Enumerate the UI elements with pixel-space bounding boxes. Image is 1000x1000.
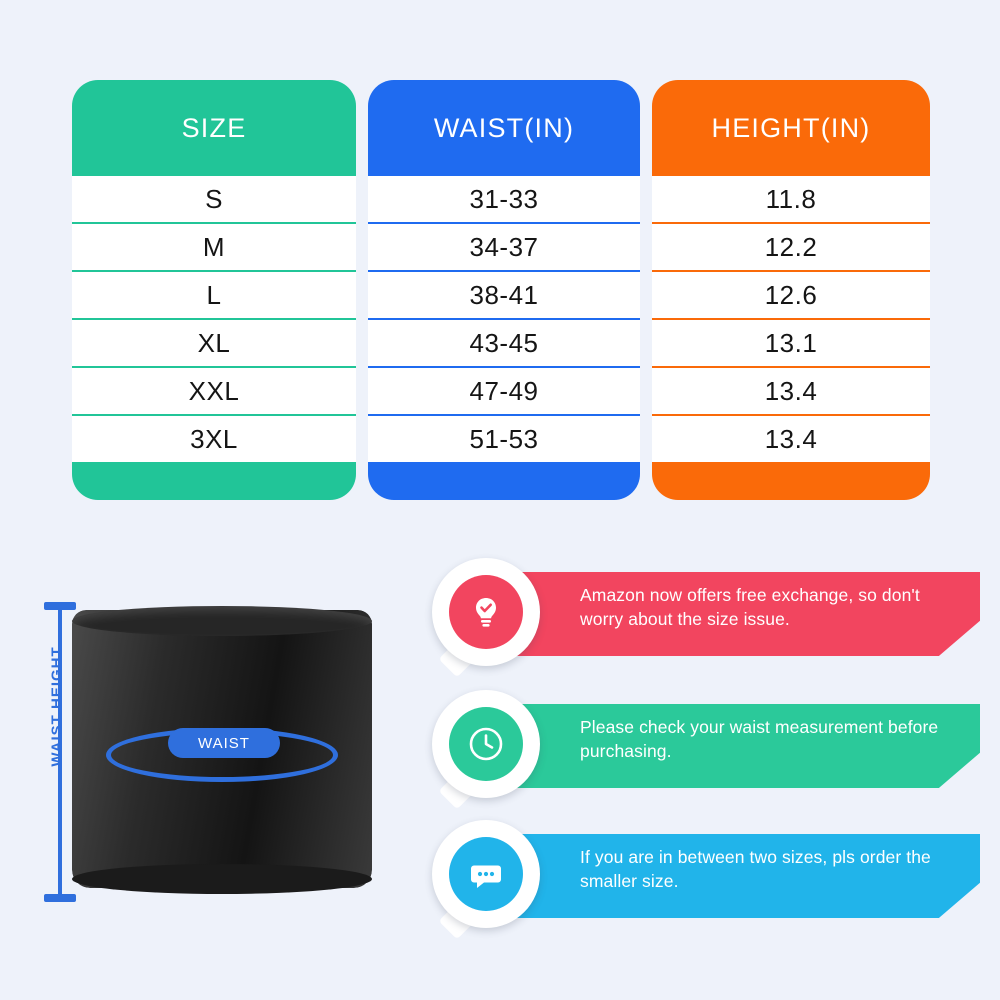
product-illustration	[20, 560, 420, 960]
column-body-height	[652, 176, 930, 500]
table-cell: 47-49	[368, 368, 640, 414]
note-text: Amazon now offers free exchange, so don't worry about the size issue.	[580, 585, 920, 629]
table-cell: 38-41	[368, 272, 640, 318]
notes-list	[432, 552, 980, 964]
waist-trainer-belt-image	[72, 610, 372, 888]
table-cell: XL	[72, 320, 356, 366]
table-cell: 11.8	[652, 176, 930, 222]
note-badge	[432, 690, 540, 798]
list-item	[432, 820, 980, 928]
note-badge	[432, 558, 540, 666]
note-text: Please check your waist measurement before purchasing.	[580, 717, 939, 761]
size-chart-column-waist	[368, 80, 640, 500]
column-header-height: HEIGHT(IN)	[711, 112, 871, 143]
size-chart-column-height	[652, 80, 930, 500]
table-cell: 13.4	[652, 416, 930, 462]
table-cell: 34-37	[368, 224, 640, 270]
lightbulb-check-icon	[449, 575, 523, 649]
table-cell: 13.1	[652, 320, 930, 366]
clock-icon	[449, 707, 523, 781]
table-cell: 51-53	[368, 416, 640, 462]
size-chart-column-size	[72, 80, 356, 500]
column-header-waist: WAIST(IN)	[433, 112, 575, 143]
note-text: If you are in between two sizes, pls order the smaller size.	[580, 847, 931, 891]
note-badge	[432, 820, 540, 928]
table-cell: 3XL	[72, 416, 356, 462]
ruler-cap-top-icon	[44, 602, 76, 610]
table-cell: XXL	[72, 368, 356, 414]
table-cell: 43-45	[368, 320, 640, 366]
size-chart-table	[72, 80, 928, 500]
table-cell: M	[72, 224, 356, 270]
list-item	[432, 558, 980, 666]
list-item	[432, 690, 980, 798]
ruler-cap-bottom-icon	[44, 894, 76, 902]
table-cell: 13.4	[652, 368, 930, 414]
chat-bubble-icon	[449, 837, 523, 911]
table-cell: L	[72, 272, 356, 318]
table-cell: 12.2	[652, 224, 930, 270]
column-header-size: SIZE	[181, 112, 247, 143]
column-body-size	[72, 176, 356, 500]
belt-top-edge	[72, 606, 372, 636]
table-cell: 12.6	[652, 272, 930, 318]
column-body-waist	[368, 176, 640, 500]
belt-bottom-edge	[72, 864, 372, 894]
waist-label: WAIST	[168, 728, 280, 758]
table-cell: 31-33	[368, 176, 640, 222]
waist-height-label: WAIST HEIGHT	[48, 646, 66, 767]
table-cell: S	[72, 176, 356, 222]
